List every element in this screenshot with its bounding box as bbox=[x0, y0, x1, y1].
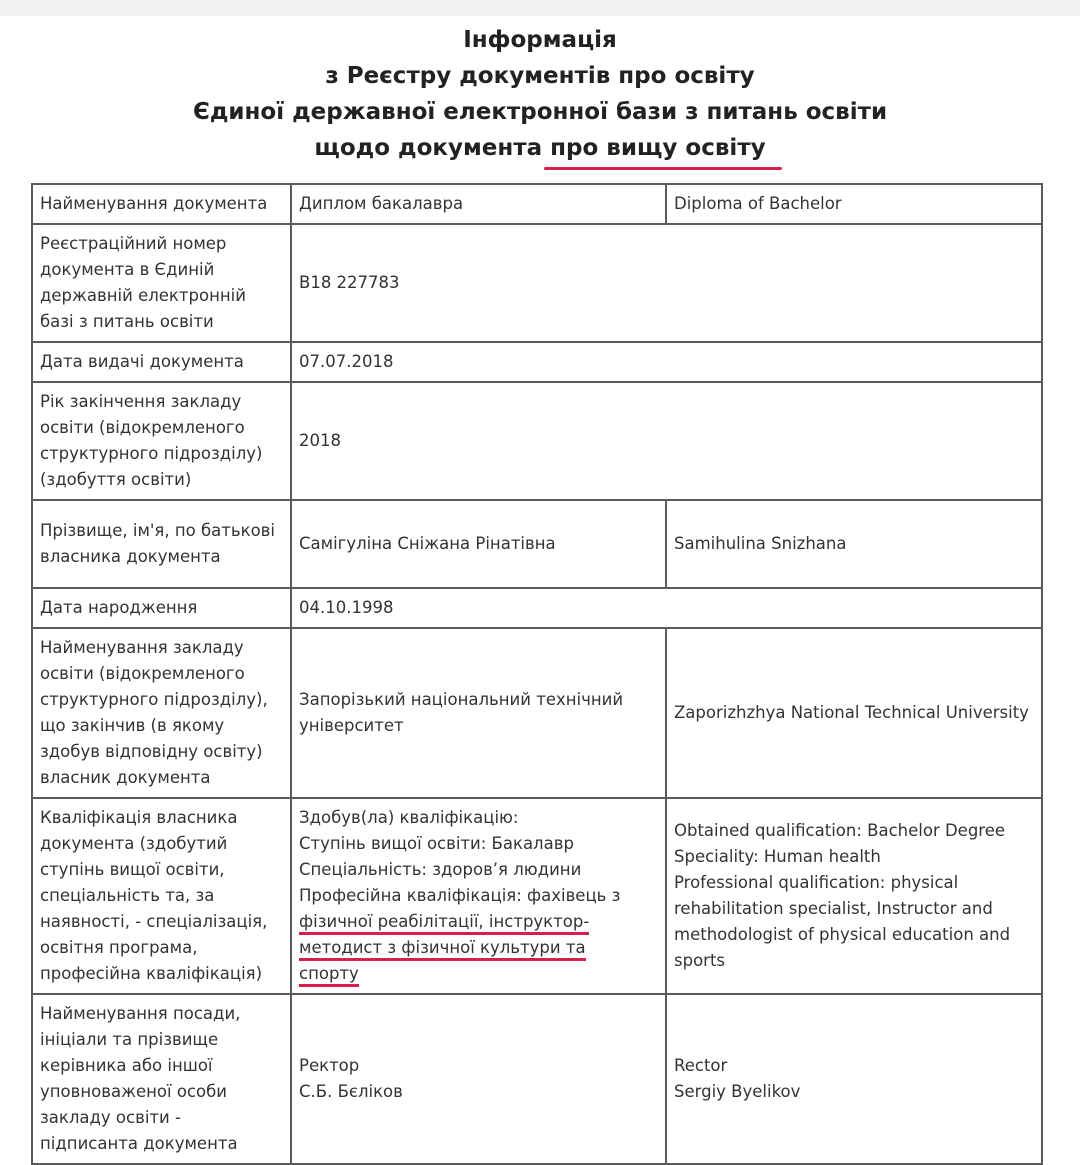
title-line-1: Інформація bbox=[463, 27, 617, 53]
value-uk: Самігуліна Сніжана Рінатівна bbox=[291, 500, 666, 588]
value: 2018 bbox=[291, 382, 1042, 500]
table-row bbox=[32, 224, 1042, 342]
table-row bbox=[32, 382, 1042, 500]
row-label: Реєстраційний номер документа в Єдиній державній електронній базі з питань освіти bbox=[32, 224, 291, 342]
value: 07.07.2018 bbox=[291, 342, 1042, 382]
page-title bbox=[0, 22, 1080, 166]
row-label: Дата видачі документа bbox=[32, 342, 291, 382]
table-row bbox=[32, 500, 1042, 588]
title-highlight: про вищу освіту bbox=[550, 130, 765, 166]
document-info-table bbox=[31, 183, 1043, 1165]
title-line-2: з Реєстру документів про освіту bbox=[325, 63, 755, 89]
value-en: Samihulina Snizhana bbox=[666, 500, 1042, 588]
value-uk: Диплом бакалавра bbox=[291, 184, 666, 224]
value-uk: Здобув(ла) кваліфікацію: Ступінь вищої освіти: Бакалавр Спеціальність: здоров’я людини Професійна кваліфікація: фахівець з фізичної реабілітації, інструктор- методист з фізичної культури та спорту bbox=[291, 798, 666, 994]
top-strip bbox=[0, 0, 1080, 16]
row-label: Кваліфікація власника документа (здобутий ступінь вищої освіти, спеціальність та, за наявності, - спеціалізація, освітня програма, професійна кваліфікація) bbox=[32, 798, 291, 994]
row-label: Рік закінчення закладу освіти (відокремленого структурного підрозділу) (здобуття освіти) bbox=[32, 382, 291, 500]
row-label: Найменування закладу освіти (відокремленого структурного підрозділу), що закінчив (в якому здобув відповідну освіту) власник документа bbox=[32, 628, 291, 798]
value: 04.10.1998 bbox=[291, 588, 1042, 628]
underlined-text: фізичної реабілітації, інструктор- bbox=[299, 912, 589, 935]
row-label: Найменування посади, ініціали та прізвище керівника або іншої уповноваженої особи закладу освіти - підписанта документа bbox=[32, 994, 291, 1164]
row-label: Найменування документа bbox=[32, 184, 291, 224]
value-en: Diploma of Bachelor bbox=[666, 184, 1042, 224]
table-row bbox=[32, 184, 1042, 224]
table-row bbox=[32, 994, 1042, 1164]
underlined-text: методист з фізичної культури та bbox=[299, 938, 586, 961]
table-row bbox=[32, 588, 1042, 628]
row-label: Дата народження bbox=[32, 588, 291, 628]
table-row bbox=[32, 798, 1042, 994]
title-line-4 bbox=[0, 130, 1080, 166]
value-en: Obtained qualification: Bachelor Degree Speciality: Human health Professional qualification: physical rehabilitation specialist, Instructor and methodologist of physical education and sports bbox=[666, 798, 1042, 994]
value: B18 227783 bbox=[291, 224, 1042, 342]
value-en: Rector Sergiy Byelikov bbox=[666, 994, 1042, 1164]
value-uk: Ректор С.Б. Бєліков bbox=[291, 994, 666, 1164]
value-en: Zaporizhzhya National Technical University bbox=[666, 628, 1042, 798]
table-row bbox=[32, 342, 1042, 382]
title-line-4-plain: щодо документа bbox=[314, 135, 551, 161]
table-row bbox=[32, 628, 1042, 798]
row-label: Прізвище, ім'я, по батькові власника документа bbox=[32, 500, 291, 588]
underlined-text: спорту bbox=[299, 964, 359, 987]
value-uk: Запорізький національний технічний університет bbox=[291, 628, 666, 798]
title-line-3: Єдиної державної електронної бази з питань освіти bbox=[192, 99, 888, 125]
